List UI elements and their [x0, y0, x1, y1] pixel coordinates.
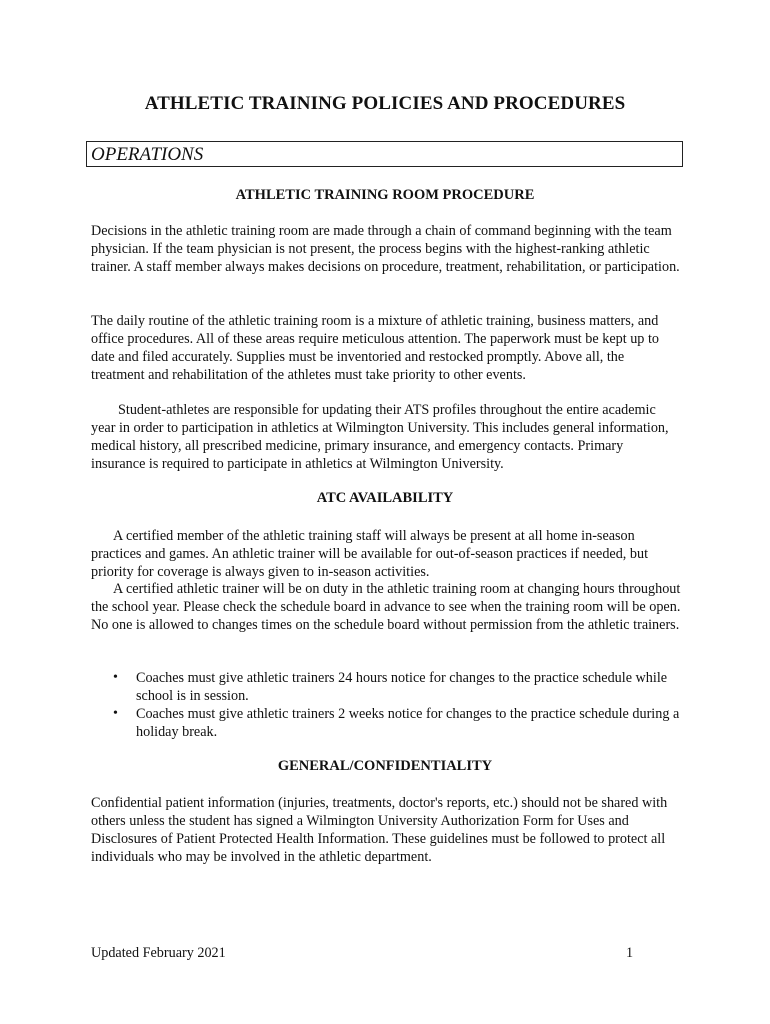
page-number: 1: [626, 945, 634, 961]
footer-updated: Updated February 2021: [91, 945, 226, 961]
list-item: [91, 669, 681, 705]
list-item: [91, 705, 681, 741]
availability-paragraph: A certified member of the athletic training staff will always be present at all home in-season practices and games. An athletic trainer will be available for out-of-season practices if needed, but priority for coverage is always given to in-season activities.: [91, 528, 649, 580]
procedure-heading: ATHLETIC TRAINING ROOM PROCEDURE: [235, 187, 535, 203]
confidentiality-paragraph: Confidential patient information (injuries, treatments, doctor's reports, etc.) should not be shared with others unless the student has signed a Wilmington University Authorization Form for Uses and Disclosures of Patient Protected Health Information. These guidelines must be followed to protect all individuals who may be involved in the athletic department.: [91, 795, 668, 865]
procedure-paragraph: Student-athletes are responsible for updating their ATS profiles throughout the entire academic year in order to participation in athletics at Wilmington University. This includes general information, medical history, all prescribed medicine, primary insurance, and emergency contacts. Primary insurance is required to participate in athletics at Wilmington University.: [91, 402, 669, 472]
bullet-icon: •: [113, 670, 118, 685]
procedure-paragraph: Decisions in the athletic training room are made through a chain of command beginning with the team physician. If the team physician is not present, the process begins with the highest-ranking athletic trainer. A staff member always makes decisions on procedure, treatment, rehabilitation, or participation.: [91, 223, 680, 275]
list-item-text: Coaches must give athletic trainers 2 weeks notice for changes to the practice schedule during a holiday break.: [136, 706, 680, 740]
section-header-box: [86, 141, 683, 167]
section-label: OPERATIONS: [91, 144, 204, 165]
document-title: ATHLETIC TRAINING POLICIES AND PROCEDURES: [144, 93, 626, 114]
bullet-icon: •: [113, 706, 118, 721]
bullet-list: [91, 669, 681, 741]
list-item-text: Coaches must give athletic trainers 24 hours notice for changes to the practice schedule while school is in session.: [136, 670, 668, 704]
availability-heading: ATC AVAILABILITY: [316, 490, 454, 506]
confidentiality-heading: GENERAL/CONFIDENTIALITY: [277, 758, 493, 774]
procedure-paragraph: The daily routine of the athletic training room is a mixture of athletic training, business matters, and office procedures. All of these areas require meticulous attention. The paperwork must be kept up to date and filed accurately. Supplies must be inventoried and restocked promptly. Above all, the treatment and rehabilitation of the athletes must take priority to other events.: [91, 313, 659, 383]
availability-paragraph: A certified athletic trainer will be on duty in the athletic training room at changing hours throughout the school year. Please check the schedule board in advance to see when the training room will be open. No one is allowed to changes times on the schedule board without permission from the athletic trainers.: [91, 581, 681, 633]
